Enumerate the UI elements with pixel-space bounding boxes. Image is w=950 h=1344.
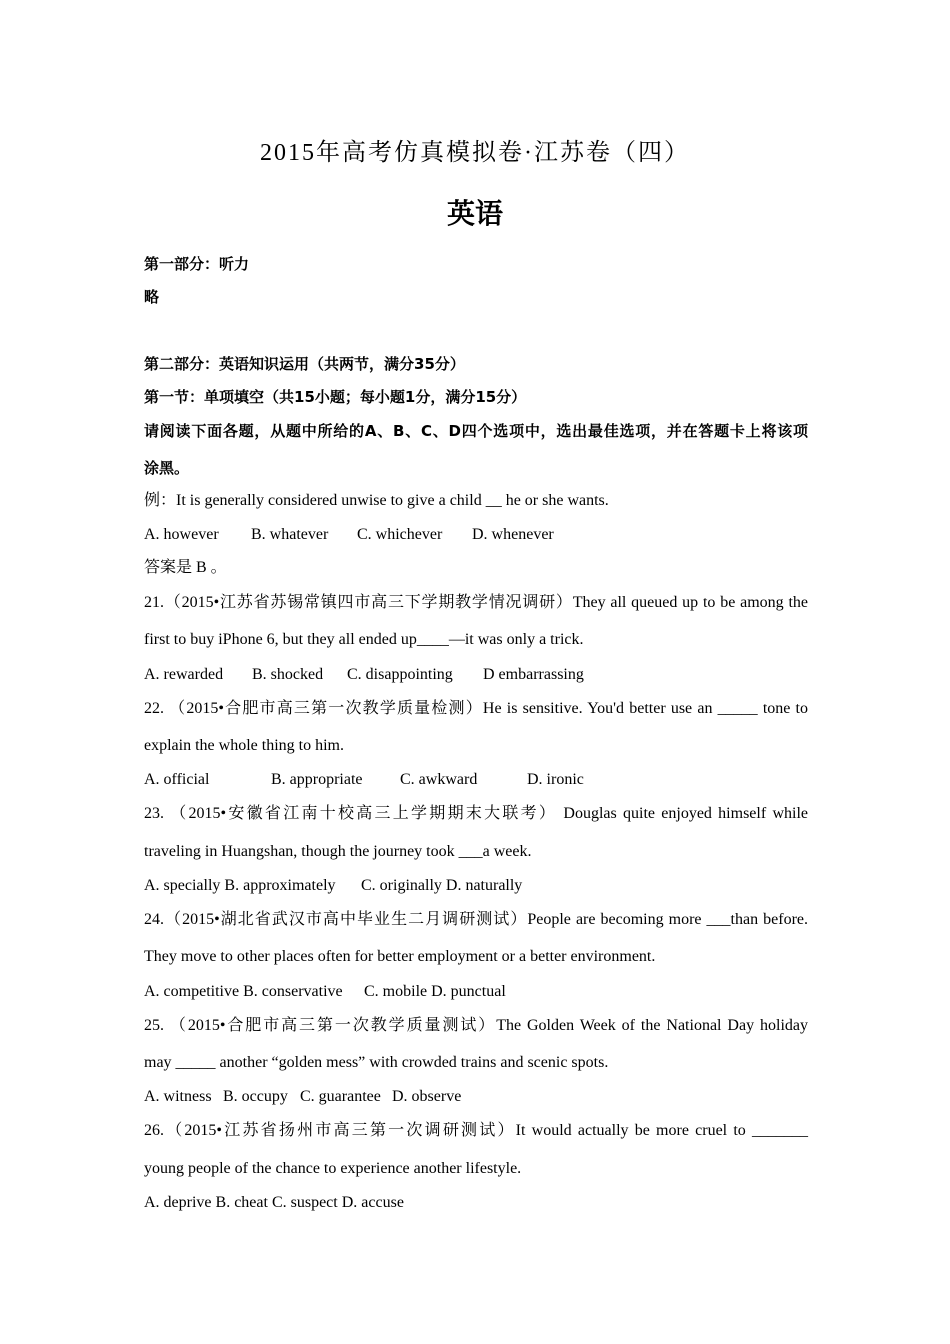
option-text: B. occupy xyxy=(223,1088,288,1105)
option-text: C. awkward xyxy=(400,771,478,788)
question-24-options xyxy=(144,981,808,1003)
option-text: C. originally D. naturally xyxy=(361,877,523,894)
exam-title: 2015年高考仿真模拟卷·江苏卷（四） xyxy=(260,140,690,166)
option-text: B. appropriate xyxy=(271,771,363,788)
option-text: A. official xyxy=(144,771,210,788)
example-answer: 答案是 B 。 xyxy=(144,559,227,576)
instruction-line-2: 涂黑。 xyxy=(144,459,190,477)
example-question: 例：It is generally considered unwise to give a child __ he or she wants. xyxy=(144,492,609,509)
option-text: A. however xyxy=(144,526,219,543)
option-text: A. competitive B. conservative xyxy=(144,983,343,1000)
question-25-line-2: may _____ another “golden mess” with crowded trains and scenic spots. xyxy=(144,1054,609,1071)
question-23-options xyxy=(144,875,808,897)
option-text: A. witness xyxy=(144,1088,212,1105)
part2-heading: 第二部分：英语知识运用（共两节，满分35分） xyxy=(144,355,465,373)
question-22-line-2: explain the whole thing to him. xyxy=(144,737,344,754)
option-text: A. deprive B. cheat C. suspect D. accuse xyxy=(144,1194,404,1211)
section1-heading: 第一节：单项填空（共15小题；每小题1分，满分15分） xyxy=(144,388,527,406)
question-24-line-2: They move to other places often for better employment or a better environment. xyxy=(144,948,656,965)
question-23-line-1: 23. （2015•安徽省江南十校高三上学期期末大联考） Douglas quite enjoyed himself while xyxy=(144,805,808,822)
question-25-options xyxy=(144,1086,808,1108)
question-21-line-2: first to buy iPhone 6, but they all ended up____—it was only a trick. xyxy=(144,631,584,648)
question-21-options xyxy=(144,664,808,686)
question-26-line-2: young people of the chance to experience another lifestyle. xyxy=(144,1160,522,1177)
example-options xyxy=(144,524,808,546)
subject-title: 英语 xyxy=(446,197,503,230)
question-26-line-1: 26.（2015•江苏省扬州市高三第一次调研测试）It would actually be more cruel to _______ xyxy=(144,1122,808,1139)
option-text: C. whichever xyxy=(357,526,443,543)
question-25-line-1: 25. （2015•合肥市高三第一次教学质量测试）The Golden Week of the National Day holiday xyxy=(144,1017,808,1034)
question-23-line-2: traveling in Huangshan, though the journey took ___a week. xyxy=(144,843,532,860)
option-text: C. disappointing xyxy=(347,666,453,683)
option-text: B. shocked xyxy=(252,666,324,683)
question-21-line-1: 21.（2015•江苏省苏锡常镇四市高三下学期教学情况调研）They all queued up to be among the xyxy=(144,594,808,611)
part1-content: 略 xyxy=(144,288,160,306)
option-text: C. guarantee xyxy=(300,1088,381,1105)
instruction-line-1: 请阅读下面各题，从题中所给的A、B、C、D四个选项中，选出最佳选项，并在答题卡上将该项 xyxy=(144,422,808,440)
question-22-line-1: 22. （2015•合肥市高三第一次教学质量检测）He is sensitive. You'd better use an _____ tone to xyxy=(144,700,808,717)
question-26-options xyxy=(144,1192,808,1214)
part1-heading: 第一部分：听力 xyxy=(144,255,250,273)
option-text: D. observe xyxy=(392,1088,462,1105)
option-text: D. ironic xyxy=(527,771,584,788)
option-text: C. mobile D. punctual xyxy=(364,983,506,1000)
option-text: A. rewarded xyxy=(144,666,224,683)
option-text: B. whatever xyxy=(251,526,329,543)
option-text: D embarrassing xyxy=(483,666,584,683)
question-24-line-1: 24.（2015•湖北省武汉市高中毕业生二月调研测试）People are becoming more ___than before. xyxy=(144,911,808,928)
option-text: D. whenever xyxy=(472,526,554,543)
option-text: A. specially B. approximately xyxy=(144,877,336,894)
question-22-options xyxy=(144,769,808,791)
